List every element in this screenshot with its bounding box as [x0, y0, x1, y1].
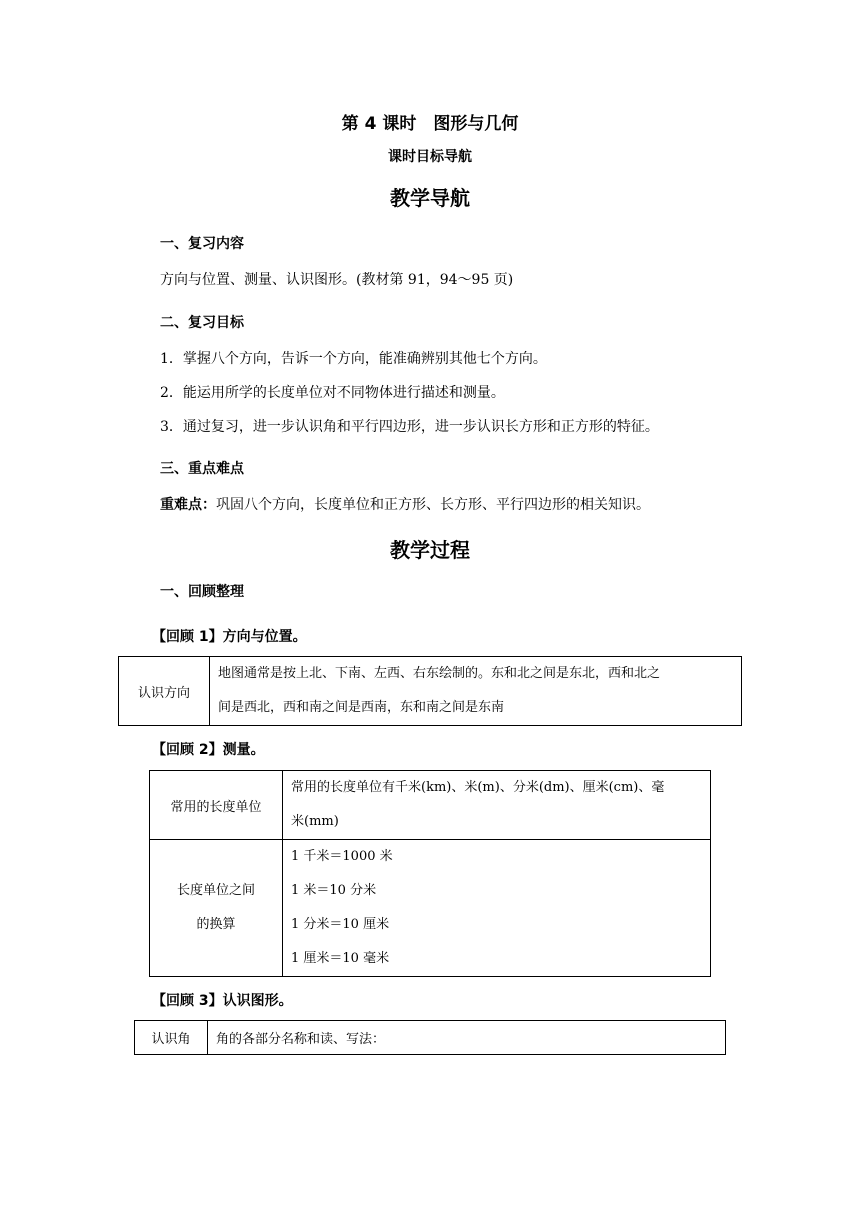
key-points-paragraph — [160, 494, 650, 514]
direction-table-content — [210, 657, 742, 726]
heading-review-summary: 一、回顾整理 — [160, 584, 244, 600]
conversion-label-line-2: 的换算 — [196, 917, 236, 932]
measurement-table — [149, 770, 711, 977]
conversion-line-3: 1 分米＝10 厘米 — [291, 917, 390, 932]
direction-table-label: 认识方向 — [119, 657, 210, 726]
heading-review-content: 一、复习内容 — [160, 236, 244, 252]
direction-line-2: 间是西北，西和南之间是西南，东和南之间是东南 — [218, 700, 505, 715]
length-units-line-1: 常用的长度单位有千米(km)、米(m)、分米(dm)、厘米(cm)、毫 — [291, 780, 665, 795]
direction-line-1: 地图通常是按上北、下南、左西、右东绘制的。东和北之间是东北，西和北之 — [218, 666, 661, 681]
key-points-label: 重难点： — [160, 497, 216, 513]
review-1-title: 【回顾 1】方向与位置。 — [152, 629, 307, 645]
conversion-line-2: 1 米＝10 分米 — [291, 883, 377, 898]
heading-review-goals: 二、复习目标 — [160, 315, 244, 331]
goal-item-3: 3．通过复习，进一步认识角和平行四边形，进一步认识长方形和正方形的特征。 — [160, 419, 659, 435]
conversion-line-4: 1 厘米＝10 毫米 — [291, 951, 390, 966]
section-title-nav: 教学导航 — [390, 186, 470, 210]
direction-table — [118, 656, 742, 726]
heading-key-points: 三、重点难点 — [160, 461, 244, 477]
section-title-process: 教学过程 — [390, 538, 470, 562]
goal-item-2: 2．能运用所学的长度单位对不同物体进行描述和测量。 — [160, 385, 505, 401]
length-units-label: 常用的长度单位 — [150, 771, 283, 840]
review-content-text: 方向与位置、测量、认识图形。(教材第 91，94～95 页) — [160, 272, 514, 288]
key-points-text: 巩固八个方向，长度单位和正方形、长方形、平行四边形的相关知识。 — [216, 497, 650, 513]
angle-content: 角的各部分名称和读、写法： — [208, 1021, 726, 1055]
conversion-content — [283, 840, 711, 977]
length-units-line-2: 米(mm) — [291, 814, 339, 829]
length-units-content — [283, 771, 711, 840]
review-3-title: 【回顾 3】认识图形。 — [152, 993, 293, 1009]
review-2-title: 【回顾 2】测量。 — [152, 742, 265, 758]
goal-item-1: 1．掌握八个方向，告诉一个方向，能准确辨别其他七个方向。 — [160, 351, 547, 367]
conversion-label-line-1: 长度单位之间 — [176, 883, 255, 898]
subtitle: 课时目标导航 — [388, 149, 472, 165]
conversion-label — [150, 840, 283, 977]
angle-label: 认识角 — [135, 1021, 208, 1055]
conversion-line-1: 1 千米＝1000 米 — [291, 849, 393, 864]
shapes-table — [134, 1020, 726, 1055]
lesson-title: 第 4 课时 图形与几何 — [341, 114, 519, 134]
